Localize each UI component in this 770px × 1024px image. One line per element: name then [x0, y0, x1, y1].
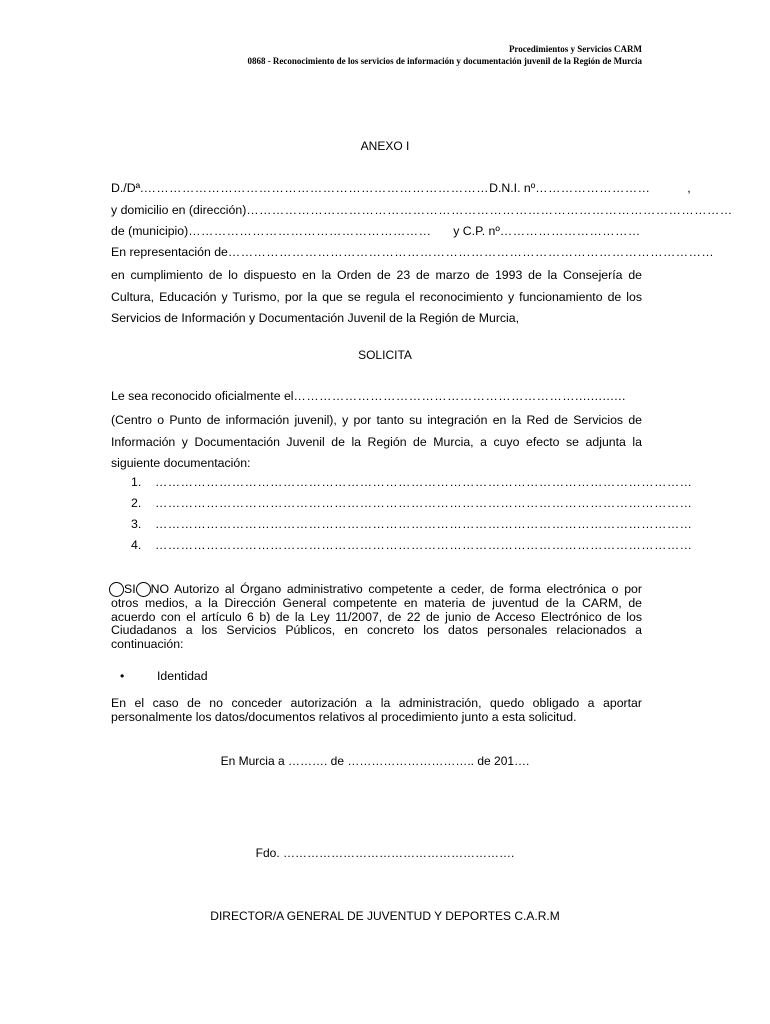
address-line	[111, 203, 733, 217]
no-consent-paragraph: En el caso de no conceder autorización a la administración, quedo obligado a aportar personalmente los datos/documentos relativos al procedimiento junto a esta solicitud.	[111, 696, 642, 724]
document-item-number: 3.	[131, 517, 142, 531]
document-item-number: 2.	[131, 496, 142, 510]
document-item	[131, 475, 693, 489]
solicita-heading: SOLICITA	[358, 348, 412, 362]
dni-line-end: ,	[687, 181, 691, 195]
representation-line	[111, 245, 715, 259]
municipality-line	[111, 224, 642, 238]
identity-item: Identidad	[157, 669, 208, 683]
postal-code-label: y C.P. nº	[453, 224, 500, 238]
header-line-1: Procedimientos y Servicios CARM	[508, 44, 642, 54]
si-label: SI	[124, 582, 136, 596]
signature-line[interactable]: Fdo. ………………………………………………….	[255, 846, 515, 860]
place-date-line[interactable]: En Murcia a ………. de ………………………….. de 201….	[220, 754, 530, 768]
name-field[interactable]: ………………………………………………………………………	[143, 181, 490, 195]
consent-text: Autorizo al Órgano administrativo competente a ceder, de forma electrónica o por otros medios, a la Dirección General competente en materia de juventud de la CARM, de acuerdo con el artículo 6 b) de la Ley 11/2007, de 22 de junio de Acceso Electrónico de los Ciudadanos a los Servicios Públicos, en concreto los datos personales relacionados a continuación:	[111, 582, 642, 651]
representation-field[interactable]: ……………………………………………………………………………………………………	[227, 245, 715, 259]
recognition-line	[111, 389, 642, 403]
document-item-number: 4.	[131, 538, 142, 552]
no-radio[interactable]	[136, 582, 151, 597]
municipality-field[interactable]: …………………………………………………	[188, 224, 432, 238]
recognition-label: Le sea reconocido oficialmente el	[111, 389, 294, 403]
representation-label: En representación de	[111, 245, 228, 259]
header-line-2: 0868 - Reconocimiento de los servicios de información y documentación juvenil de la Región de Murcia	[247, 56, 642, 66]
postal-code-field[interactable]: ……………………………	[499, 224, 641, 238]
document-item	[131, 496, 693, 510]
document-title: ANEXO I	[360, 139, 410, 153]
recognition-field[interactable]: ………………………………………………………….............	[293, 389, 626, 403]
dni-line	[111, 181, 691, 195]
consent-paragraph	[111, 582, 642, 651]
document-item-number: 1.	[131, 475, 142, 489]
municipality-label: de (municipio)	[111, 224, 189, 238]
document-item-field[interactable]: ………………………………………………………………………………………………………………	[155, 496, 693, 510]
name-label: D./Dª.	[111, 181, 144, 195]
bullet-icon: •	[120, 669, 125, 683]
document-item-field[interactable]: ………………………………………………………………………………………………………………	[155, 517, 693, 531]
no-label: NO	[150, 582, 170, 596]
address-label: y domicilio en (dirección)	[111, 203, 247, 217]
dni-label: D.N.I. nº	[489, 181, 536, 195]
document-item	[131, 517, 693, 531]
document-item-field[interactable]: ………………………………………………………………………………………………………………	[155, 538, 693, 552]
addressee: DIRECTOR/A GENERAL DE JUVENTUD Y DEPORTES C.A.R.M	[210, 909, 560, 923]
intro-paragraph: en cumplimiento de lo dispuesto en la Orden de 23 de marzo de 1993 de la Consejería de Cultura, Educación y Turismo, por la que se regula el reconocimiento y funcionamiento de los Servicios de Información y Documentación Juvenil de la Región de Murcia,	[111, 268, 642, 325]
document-item	[131, 538, 693, 552]
document-item-field[interactable]: ………………………………………………………………………………………………………………	[155, 475, 693, 489]
solicita-paragraph: (Centro o Punto de información juvenil), y por tanto su integración en la Red de Servicios de Información y Documentación Juvenil de la Región de Murcia, a cuyo efecto se adjunta la siguiente documentación:	[111, 413, 642, 470]
address-field[interactable]: ……………………………………………………………………………………………………	[246, 203, 733, 217]
dni-field[interactable]: ………………………	[535, 181, 651, 195]
si-radio[interactable]	[109, 582, 124, 597]
